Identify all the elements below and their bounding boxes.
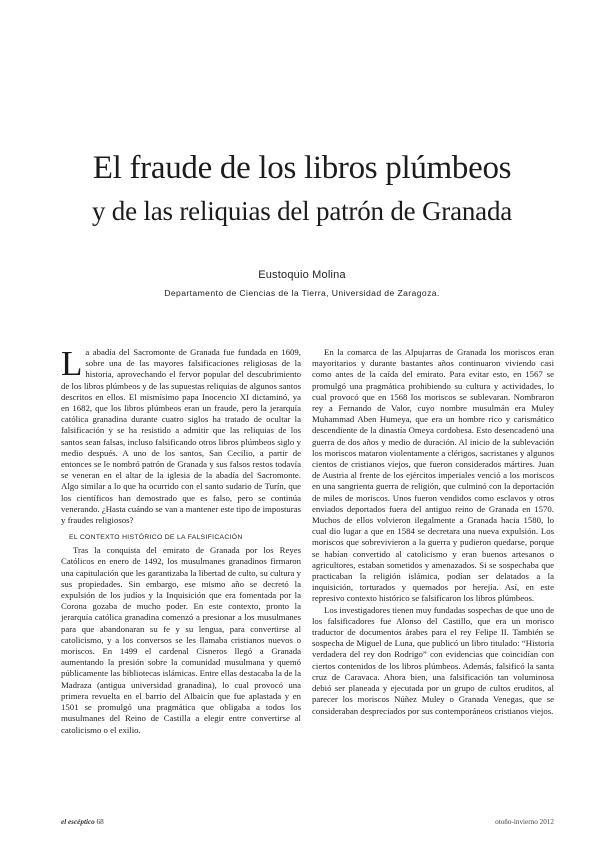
article-title-line-1: El fraude de los libros plúmbeos	[92, 150, 512, 186]
body-paragraph: Tras la conquista del emirato de Granada por los Reyes Católicos en enero de 1492, los musulmanes granadinos firmaron una capitulación que les garantizaba la libertad de culto, su cultura y sus propiedades. Sin embargo, ese mismo año se decretó la expulsión de los judíos y la Inquisición que era fomentada por la Corona gozaba de mucho poder. En este contexto, pronto la jerarquía católica granadina comenzó a presionar a los musulmanes para que abandonaran su fe y su lengua, para convertirse al catolicismo, y a los conversos se les llamaba cristianos nuevos o moriscos. En 1499 el cardenal Cisneros llegó a Granada aumentando la presión sobre la comunidad musulmana y quemó públicamente las bibliotecas islámicas. Entre ellas destacaba la de la Madraza (antigua universidad granadina), lo cual provocó una primera revuelta en el barrio del Albaicín que fue aplastada y en 1501 se promulgó una pragmática que obligaba a todos los musulmanes del Reino de Castilla a elegir entre convertirse al catolicismo o el exilio.	[61, 545, 301, 735]
section-heading: EL CONTEXTO HISTÓRICO DE LA FALSIFICACIÓN	[69, 534, 243, 542]
intro-text: a abadía del Sacromonte de Granada fue fundada en 1609, sobre una de las mayores falsificaciones religiosas de la historia, aprovechando el fervor popular del descubrimiento de los libros plúmbeos y de las supuestas reliquias de algunos santos descritos en ellos. El mismísimo papa Inocencio XI dictaminó, ya en 1682, que los libros plúmbeos eran un fraude, pero la jerarquía católica granadina durante cuatro siglos ha tratado de ocultar la falsificación y se ha resistido a admitir que las reliquias de los santos sean falsas, incluso falsificando otros libros plúmbeos siglo y medio después. A uno de los santos, San Cecilio, a partir de entonces se le nombró patrón de Granada y sus falsos restos todavía se veneran en el altar de la iglesia de la abadía del Sacromonte. Algo similar a lo que ha ocurrido con el santo sudario de Turín, que los científicos han demostrado que es falso, pero se continúa venerando. ¿Hasta cuándo se van a mantener este tipo de imposturas y fraudes religiosos?	[61, 347, 301, 526]
article-title-line-2: y de las reliquias del patrón de Granada	[91, 196, 513, 226]
author-affiliation: Departamento de Ciencias de la Tierra, Universidad de Zaragoza.	[164, 288, 440, 298]
left-column	[61, 344, 301, 736]
magazine-name: el escéptico	[61, 818, 95, 826]
page-number: 68	[96, 818, 104, 826]
footer-magazine	[61, 818, 104, 826]
footer-issue: otoño-invierno 2012	[495, 818, 554, 826]
intro-paragraph	[61, 344, 301, 526]
drop-cap: L	[61, 344, 83, 383]
body-paragraph: Los investigadores tienen muy fundadas sospechas de que uno de los falsificadores fue Alonso del Castillo, que era un morisco traductor de documentos árabes para el rey Felipe II. También se sospecha de Miguel de Luna, que publicó un libro titulado: “Historia verdadera del rey don Rodrigo” con evidencias que coincidían con ciertos contenidos de los libros plúmbeos. Además, falsificó la santa cruz de Caravaca. Ahora bien, una falsificación tan voluminosa debió ser planeada y ejecutada por un grupo de cultos eruditos, al parecer los moriscos Núñez Muley o Granada Venegas, que se consideraban despreciados por sus contemporáneos cristianos viejos.	[312, 604, 554, 716]
right-column	[312, 347, 554, 717]
author-name: Eustoquio Molina	[258, 269, 346, 281]
body-paragraph: En la comarca de las Alpujarras de Granada los moriscos eran mayoritarios y durante bastantes años continuaron viviendo casi como antes de la caída del emirato. Para evitar esto, en 1567 se promulgó una pragmática prohibiendo su cultura y actividades, lo cual provocó que en 1568 los moriscos se sublevaran. Nombraron rey a Fernando de Valor, cuyo nombre musulmán era Muley Muhammad Aben Humeya, que era un hombre rico y carismático descendiente de la dinastía Omeya cordobesa. Esto desencadenó una guerra de dos años y medio de duración. Al inicio de la sublevación los moriscos mataron violentamente a clérigos, sacristanes y algunos cientos de cristianos viejos, que fueron considerados mártires. Juan de Austria al frente de los ejércitos imperiales venció a los moriscos en una sangrienta guerra de religión, que culminó con la deportación de miles de moriscos. Unos fueron vendidos como esclavos y otros enviados deportados fuera del antiguo reino de Granada en 1570. Muchos de ellos volvieron ilegalmente a Granada hacia 1580, lo cual dio lugar a que en 1584 se decretara una nueva expulsión. Los moriscos que sobrevivieron a la guerra y pudieron quedarse, porque se habían convertido al catolicismo y eran buenos artesanos o agricultores, estaban sometidos y amenazados. Si se sospechaba que practicaban la religión islámica, podían ser delatados a la inquisición, torturados y quemados por herejía. Así, en este represivo contexto histórico se falsificaron los libros plúmbeos.	[312, 347, 554, 604]
